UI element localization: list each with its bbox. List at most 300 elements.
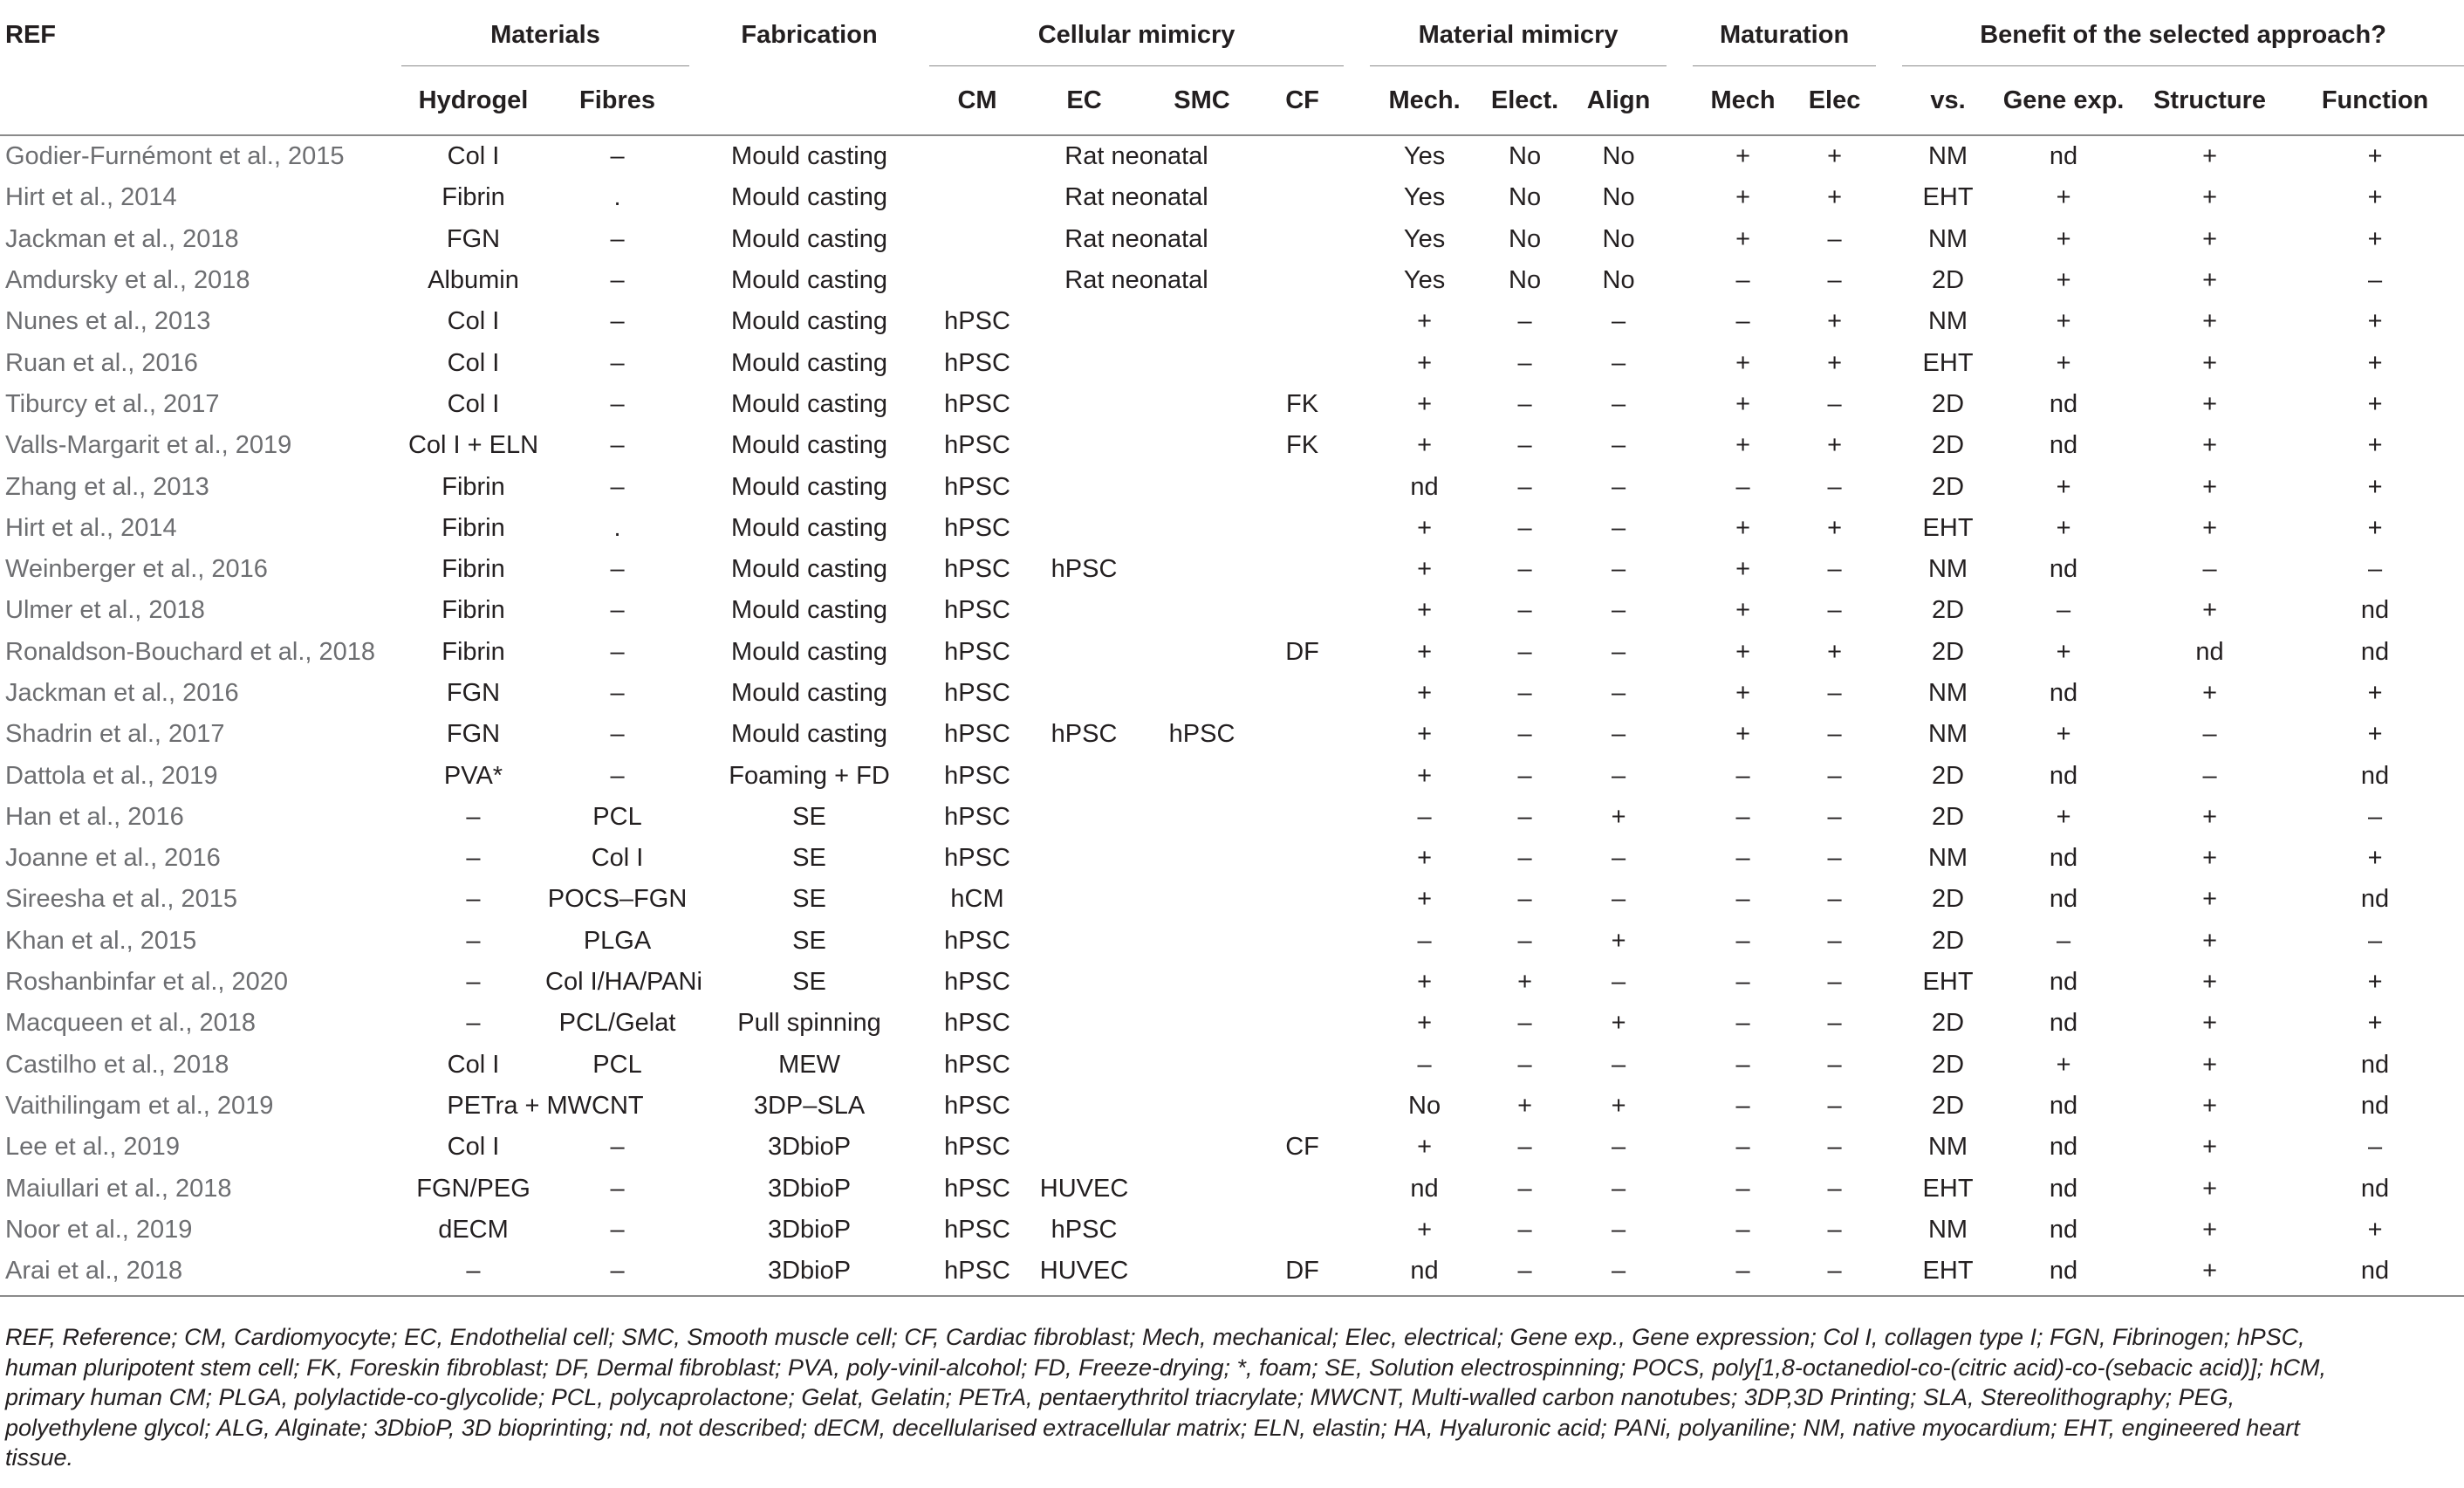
row-gene-exp: nd: [2049, 389, 2078, 418]
row-smc: [1143, 1086, 1261, 1127]
row-fabrication: Mould casting: [731, 513, 887, 542]
row-fabrication: 3DbioP: [767, 1215, 852, 1244]
row-vs: 2D: [1932, 596, 1965, 625]
row-align: No: [1602, 183, 1635, 212]
row-vs: NM: [1927, 720, 1968, 749]
row-ec: [1025, 797, 1143, 838]
row-function: nd: [2360, 1174, 2390, 1203]
row-hydrogel: FGN: [446, 720, 501, 749]
row-reference: Joanne et al., 2016: [5, 844, 221, 873]
row-cm: hPSC: [944, 307, 1010, 336]
row-vs: NM: [1927, 555, 1968, 584]
row-vs: EHT: [1922, 968, 1974, 997]
row-align: –: [1571, 1251, 1667, 1296]
row-maturation-mech: –: [1735, 844, 1750, 873]
row-ec: [1025, 673, 1143, 714]
row-hydrogel: FGN: [446, 224, 501, 253]
row-vs: 2D: [1932, 802, 1965, 831]
row-maturation-mech: –: [1735, 761, 1750, 790]
row-hydrogel: –: [466, 926, 481, 955]
row-fabrication: Mould casting: [731, 431, 887, 460]
row-gene-exp: nd: [2049, 761, 2078, 790]
row-mech: –: [1417, 1050, 1432, 1079]
row-elect: –: [1517, 926, 1532, 955]
row-elect: –: [1517, 679, 1532, 707]
row-cm: hPSC: [944, 1133, 1010, 1162]
row-cf: [1261, 466, 1344, 507]
row-align: –: [1611, 679, 1626, 707]
row-fabrication: 3DbioP: [767, 1174, 852, 1203]
row-structure: +: [2202, 1091, 2218, 1120]
row-mech: Yes: [1403, 183, 1446, 212]
row-structure: +: [2202, 348, 2218, 377]
row-cm: hPSC: [944, 389, 1010, 418]
row-ec: [1025, 301, 1143, 342]
header-maturation-mech: Mech: [1693, 66, 1793, 135]
row-fabrication: Mould casting: [731, 472, 887, 501]
row-maturation-mech: –: [1735, 1133, 1750, 1162]
row-elect: –: [1517, 389, 1532, 418]
row-align: –: [1611, 1215, 1626, 1244]
row-fibres: –: [610, 142, 625, 171]
row-hydrogel: Col I: [447, 1050, 500, 1079]
row-fabrication: Foaming + FD: [729, 761, 890, 790]
row-cm: hPSC: [929, 1251, 1025, 1296]
row-elect: –: [1517, 472, 1532, 501]
row-fibres: –: [610, 224, 625, 253]
row-fibres: –: [545, 1251, 689, 1296]
row-reference: Hirt et al., 2014: [5, 513, 177, 542]
row-maturation-elec: –: [1827, 224, 1842, 253]
table-row: [0, 1251, 2464, 1296]
row-vs: NM: [1927, 679, 1968, 707]
row-fibres: Col I: [591, 844, 644, 873]
row-cm: hPSC: [944, 596, 1010, 625]
header-mech: Mech.: [1370, 66, 1479, 135]
row-hydrogel: Fibrin: [441, 472, 505, 501]
row-ec: [1025, 508, 1143, 549]
row-maturation-mech: –: [1735, 1174, 1750, 1203]
table-body: [0, 135, 2464, 1296]
row-fabrication: SE: [792, 802, 826, 831]
row-smc: [1143, 673, 1261, 714]
table-row: [0, 714, 2464, 755]
row-gene-exp: nd: [2049, 1091, 2078, 1120]
row-mech: +: [1417, 1009, 1433, 1038]
row-gene-exp: nd: [2049, 1009, 2078, 1038]
row-fabrication: Mould casting: [731, 224, 887, 253]
row-mech: +: [1417, 1133, 1433, 1162]
row-maturation-elec: +: [1827, 348, 1843, 377]
row-reference: Hirt et al., 2014: [5, 183, 177, 212]
row-elect: –: [1517, 431, 1532, 460]
row-smc: [1143, 1045, 1261, 1086]
row-cm: hPSC: [944, 761, 1010, 790]
row-smc: [1143, 466, 1261, 507]
row-hydrogel: –: [466, 968, 481, 997]
row-smc: [1143, 838, 1261, 879]
row-reference: Arai et al., 2018: [0, 1251, 393, 1296]
row-structure: +: [2202, 389, 2218, 418]
row-mech: Yes: [1403, 224, 1446, 253]
header-cf: CF: [1261, 66, 1344, 135]
row-mech: No: [1408, 1091, 1441, 1120]
row-align: –: [1611, 348, 1626, 377]
row-mech: +: [1417, 348, 1433, 377]
row-smc: [1143, 879, 1261, 920]
row-function: –: [2367, 926, 2383, 955]
row-cf: [1261, 590, 1344, 631]
header-fabrication: Fabrication: [741, 20, 878, 49]
row-vs: NM: [1927, 844, 1968, 873]
row-maturation-elec: +: [1827, 637, 1843, 666]
row-maturation-mech: –: [1735, 1009, 1750, 1038]
row-elect: –: [1517, 802, 1532, 831]
row-elect: –: [1517, 555, 1532, 584]
row-fibres: PCL: [592, 1050, 642, 1079]
row-reference: Noor et al., 2019: [5, 1215, 193, 1244]
row-mech: +: [1417, 1215, 1433, 1244]
table-row: [0, 921, 2464, 962]
header-fibres: Fibres: [545, 66, 689, 135]
row-function: –: [2367, 266, 2383, 295]
row-maturation-elec: +: [1827, 513, 1843, 542]
row-reference: Castilho et al., 2018: [5, 1050, 229, 1079]
row-mech: Yes: [1403, 142, 1446, 171]
row-elect: –: [1517, 1215, 1532, 1244]
row-vs: 2D: [1932, 389, 1965, 418]
row-gene-exp: nd: [1994, 1251, 2133, 1296]
row-smc: [1143, 549, 1261, 590]
row-smc: [1143, 921, 1261, 962]
row-fibres: PLGA: [583, 926, 652, 955]
row-maturation-elec: –: [1827, 1009, 1842, 1038]
row-mech: +: [1417, 885, 1433, 914]
row-maturation-elec: –: [1827, 1091, 1842, 1120]
row-hydrogel: Fibrin: [441, 183, 505, 212]
row-maturation-mech: +: [1735, 389, 1751, 418]
row-vs: 2D: [1932, 1091, 1965, 1120]
row-ec: hPSC: [1051, 1215, 1118, 1244]
row-reference: Han et al., 2016: [5, 802, 184, 831]
row-hydrogel: Col I: [447, 389, 500, 418]
row-reference: Valls-Margarit et al., 2019: [5, 431, 292, 460]
row-hydrogel: Fibrin: [441, 555, 505, 584]
table-row: [0, 466, 2464, 507]
row-elect: –: [1517, 761, 1532, 790]
row-maturation-elec: –: [1827, 844, 1842, 873]
row-align: +: [1611, 926, 1626, 955]
header-function: Function: [2286, 66, 2464, 135]
row-function: –: [2367, 555, 2383, 584]
row-maturation-mech: +: [1735, 513, 1751, 542]
row-vs: NM: [1927, 307, 1968, 336]
row-vs: 2D: [1932, 885, 1965, 914]
row-fabrication: 3DbioP: [698, 1251, 921, 1296]
row-smc: [1143, 590, 1261, 631]
row-elect: –: [1517, 1009, 1532, 1038]
row-reference: Zhang et al., 2013: [5, 472, 209, 501]
row-reference: Roshanbinfar et al., 2020: [5, 968, 289, 997]
row-function: +: [2367, 224, 2383, 253]
row-reference: Ruan et al., 2016: [5, 348, 198, 377]
row-fibres: –: [610, 761, 625, 790]
header-ec: EC: [1025, 66, 1143, 135]
row-reference: Ulmer et al., 2018: [5, 596, 205, 625]
row-mech: +: [1417, 389, 1433, 418]
row-function: –: [2367, 1133, 2383, 1162]
row-maturation-elec: –: [1827, 802, 1842, 831]
row-maturation-elec: –: [1827, 679, 1842, 707]
row-align: –: [1611, 555, 1626, 584]
row-structure: +: [2202, 1174, 2218, 1203]
row-hydrogel: FGN/PEG: [416, 1174, 530, 1203]
row-structure: –: [2202, 555, 2217, 584]
table-row: [0, 1168, 2464, 1209]
row-cell-source: Rat neonatal: [1064, 142, 1208, 171]
row-structure: nd: [2195, 637, 2224, 666]
row-structure: +: [2202, 1215, 2218, 1244]
row-mech: –: [1417, 926, 1432, 955]
row-maturation-elec: –: [1827, 1050, 1842, 1079]
row-align: No: [1602, 142, 1635, 171]
row-reference: Dattola et al., 2019: [5, 761, 218, 790]
row-maturation-elec: +: [1827, 142, 1843, 171]
row-fibres: .: [613, 183, 621, 212]
table-row: [0, 962, 2464, 1003]
row-vs: 2D: [1932, 1009, 1965, 1038]
row-fibres: PCL: [592, 802, 642, 831]
table-row: [0, 1003, 2464, 1044]
row-elect: –: [1517, 596, 1532, 625]
row-elect: –: [1517, 307, 1532, 336]
row-maturation-mech: –: [1735, 1050, 1750, 1079]
header-elect: Elect.: [1479, 66, 1571, 135]
row-align: –: [1611, 513, 1626, 542]
row-smc: [1143, 632, 1261, 673]
row-fabrication: Mould casting: [731, 307, 887, 336]
row-structure: +: [2202, 1009, 2218, 1038]
row-gene-exp: +: [2056, 513, 2071, 542]
header-hydrogel: Hydrogel: [401, 66, 545, 135]
row-smc: [1143, 425, 1261, 466]
row-elect: –: [1517, 885, 1532, 914]
row-cf: [1261, 879, 1344, 920]
header-material-mimicry: Material mimicry: [1370, 3, 1667, 66]
row-gene-exp: nd: [2049, 679, 2078, 707]
row-structure: +: [2202, 513, 2218, 542]
row-hydrogel: –: [466, 1009, 481, 1038]
row-fibres: –: [610, 431, 625, 460]
row-mech: +: [1417, 720, 1433, 749]
row-maturation-elec: –: [1827, 596, 1842, 625]
row-fibres: –: [610, 596, 625, 625]
row-cf: CF: [1285, 1133, 1319, 1162]
row-maturation-elec: –: [1827, 761, 1842, 790]
row-vs: NM: [1927, 224, 1968, 253]
row-function: +: [2367, 679, 2383, 707]
row-fibres: –: [610, 637, 625, 666]
row-gene-exp: +: [2056, 472, 2071, 501]
row-fabrication: Mould casting: [731, 720, 887, 749]
row-fibres: –: [610, 1133, 625, 1162]
row-hydrogel: Fibrin: [441, 513, 505, 542]
row-fabrication: SE: [792, 926, 826, 955]
row-maturation-elec: +: [1827, 183, 1843, 212]
row-vs: 2D: [1932, 926, 1965, 955]
row-reference: Weinberger et al., 2016: [5, 555, 268, 584]
row-cm: hPSC: [944, 720, 1010, 749]
row-cm: hPSC: [944, 513, 1010, 542]
row-align: –: [1611, 1174, 1626, 1203]
row-smc: [1143, 1168, 1261, 1209]
table-row: [0, 632, 2464, 673]
row-ec: [1025, 425, 1143, 466]
row-vs: EHT: [1922, 1174, 1974, 1203]
table-row: [0, 260, 2464, 301]
row-cell-source: Rat neonatal: [1064, 183, 1208, 212]
row-cm: hPSC: [944, 431, 1010, 460]
row-smc: [1143, 1210, 1261, 1251]
row-structure: +: [2202, 844, 2218, 873]
row-function: +: [2367, 348, 2383, 377]
row-fibres: .: [613, 513, 621, 542]
row-ec: HUVEC: [1025, 1251, 1143, 1296]
row-maturation-mech: +: [1735, 183, 1751, 212]
table-row: [0, 590, 2464, 631]
row-vs: 2D: [1932, 431, 1965, 460]
row-mech: +: [1417, 844, 1433, 873]
row-vs: 2D: [1932, 1050, 1965, 1079]
row-maturation-mech: –: [1735, 926, 1750, 955]
row-hydrogel: Col I: [447, 1133, 500, 1162]
row-elect: No: [1509, 183, 1542, 212]
row-reference: Godier-Furnémont et al., 2015: [5, 142, 345, 171]
row-gene-exp: nd: [2049, 1133, 2078, 1162]
row-function: +: [2367, 431, 2383, 460]
row-elect: –: [1479, 1251, 1571, 1296]
row-gene-exp: nd: [2049, 844, 2078, 873]
row-fibres: Col I/HA/PANi: [545, 968, 702, 997]
row-hydrogel: Col I: [447, 142, 500, 171]
row-reference: Macqueen et al., 2018: [5, 1009, 256, 1038]
row-gene-exp: –: [2056, 596, 2071, 625]
row-hydrogel: –: [466, 844, 481, 873]
row-structure: +: [2202, 802, 2218, 831]
row-maturation-mech: +: [1735, 224, 1751, 253]
row-structure: +: [2202, 142, 2218, 171]
row-cf: [1261, 508, 1344, 549]
row-mech: nd: [1410, 1174, 1439, 1203]
row-function: +: [2367, 513, 2383, 542]
header-ref: REF: [5, 20, 56, 49]
row-gene-exp: nd: [2049, 431, 2078, 460]
row-elect: +: [1517, 1091, 1533, 1120]
row-function: +: [2367, 183, 2383, 212]
row-hydrogel: Fibrin: [441, 637, 505, 666]
row-vs: 2D: [1932, 472, 1965, 501]
row-structure: –: [2202, 720, 2217, 749]
row-cm: hPSC: [944, 472, 1010, 501]
row-fibres: –: [610, 348, 625, 377]
row-reference: Khan et al., 2015: [5, 926, 197, 955]
table-row: [0, 425, 2464, 466]
header-align: Align: [1571, 66, 1667, 135]
row-maturation-mech: +: [1735, 596, 1751, 625]
row-gene-exp: nd: [2049, 1215, 2078, 1244]
row-align: +: [1611, 1009, 1626, 1038]
row-function: nd: [2286, 1251, 2464, 1296]
row-elect: –: [1517, 844, 1532, 873]
row-fabrication: SE: [792, 968, 826, 997]
row-cell-source: Rat neonatal: [1064, 224, 1208, 253]
row-ec: [1025, 590, 1143, 631]
row-hydrogel: dECM: [438, 1215, 509, 1244]
row-maturation-elec: –: [1827, 389, 1842, 418]
row-fabrication: MEW: [778, 1050, 840, 1079]
row-structure: +: [2202, 596, 2218, 625]
row-elect: –: [1517, 1174, 1532, 1203]
table-row: [0, 1210, 2464, 1251]
row-reference: Vaithilingam et al., 2019: [5, 1091, 274, 1120]
row-maturation-elec: –: [1827, 1174, 1842, 1203]
row-smc: [1143, 755, 1261, 796]
row-function: +: [2367, 1009, 2383, 1038]
row-cm: hPSC: [944, 802, 1010, 831]
row-align: –: [1611, 720, 1626, 749]
row-cf: [1261, 1003, 1344, 1044]
row-fabrication: Mould casting: [731, 348, 887, 377]
row-structure: +: [2202, 183, 2218, 212]
row-ec: [1025, 921, 1143, 962]
table-row: [0, 755, 2464, 796]
row-reference: Ronaldson-Bouchard et al., 2018: [5, 637, 376, 666]
row-structure: +: [2202, 1133, 2218, 1162]
header-gene-exp: Gene exp.: [1994, 66, 2133, 135]
row-maturation-mech: –: [1735, 885, 1750, 914]
table-row: [0, 549, 2464, 590]
row-maturation-mech: +: [1735, 637, 1751, 666]
row-function: nd: [2360, 1050, 2390, 1079]
row-structure: +: [2202, 926, 2218, 955]
row-function: nd: [2360, 885, 2390, 914]
row-cm: hPSC: [944, 844, 1010, 873]
row-cell-source: Rat neonatal: [1064, 266, 1208, 295]
header-structure: Structure: [2133, 66, 2286, 135]
table-row: [0, 219, 2464, 260]
header-materials: Materials: [401, 3, 689, 66]
row-cm: hPSC: [944, 555, 1010, 584]
row-fibres: –: [610, 266, 625, 295]
row-fabrication: Mould casting: [731, 596, 887, 625]
row-structure: +: [2202, 266, 2218, 295]
row-maturation-elec: –: [1827, 968, 1842, 997]
row-structure: +: [2202, 968, 2218, 997]
row-function: nd: [2360, 1091, 2390, 1120]
row-cm: hPSC: [944, 1215, 1010, 1244]
header-maturation: Maturation: [1693, 3, 1876, 66]
row-smc: [1143, 1003, 1261, 1044]
row-cf: [1261, 1086, 1344, 1127]
row-ec: hPSC: [1051, 720, 1118, 749]
row-fibres: –: [610, 1215, 625, 1244]
row-align: +: [1611, 1091, 1626, 1120]
row-ec: [1025, 755, 1143, 796]
row-function: +: [2367, 720, 2383, 749]
row-cf: [1261, 342, 1344, 383]
row-ec: [1025, 342, 1143, 383]
row-fabrication: Mould casting: [731, 266, 887, 295]
